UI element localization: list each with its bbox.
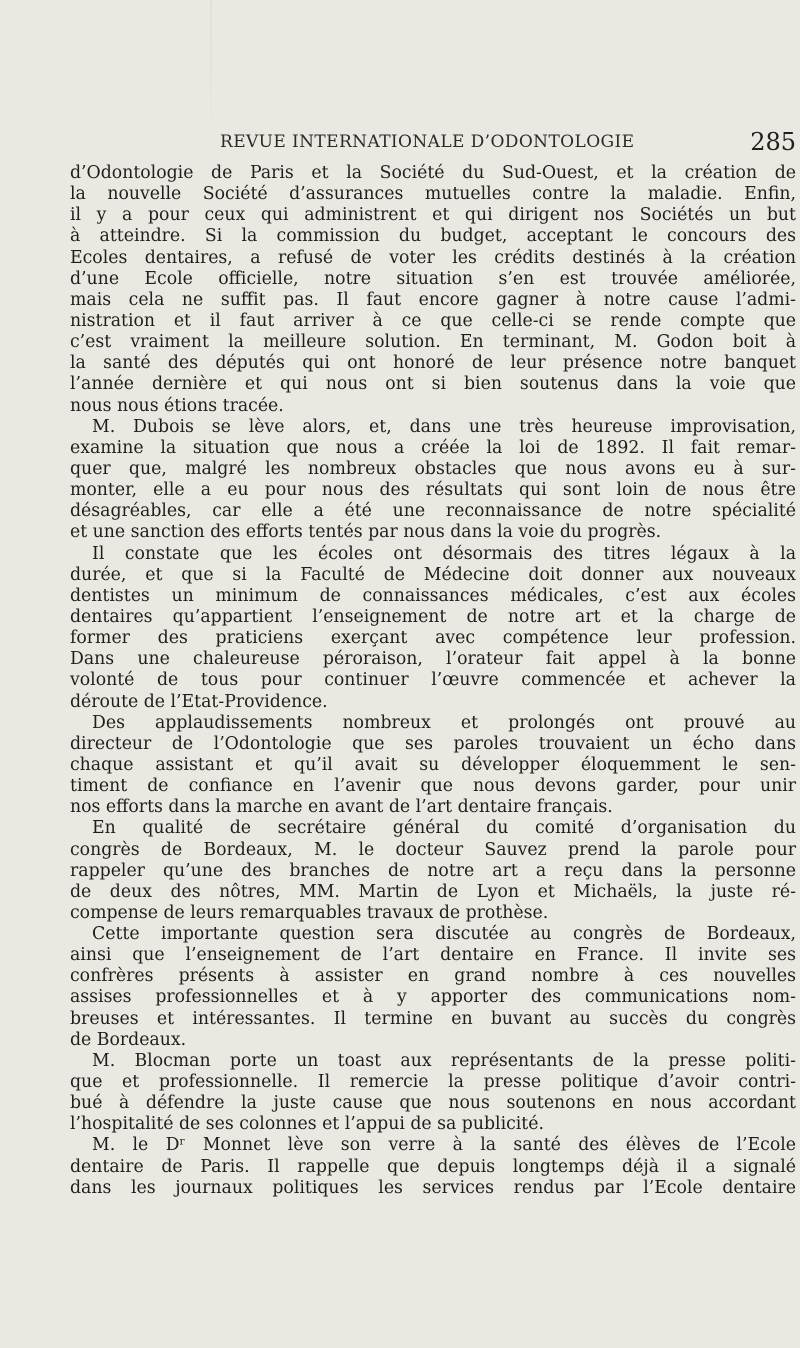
text-line: déroute de l’Etat-Providence. <box>70 691 328 712</box>
paragraph <box>70 818 796 924</box>
text-line: Cette importante question sera discutée au congrès de Bordeaux, <box>92 924 796 945</box>
text-line: directeur de l’Odontologie que ses paroles trouvaient un écho dans <box>70 733 796 754</box>
text-line: examine la situation que nous a créée la loi de 1892. Il fait remar- <box>70 437 796 458</box>
text-line: Des applaudissements nombreux et prolongés ont prouvé au <box>92 712 796 733</box>
text-line: durée, et que si la Faculté de Médecine doit donner aux nouveaux <box>70 564 796 585</box>
text-line: la nouvelle Société d’assurances mutuelles contre la maladie. Enfin, <box>70 184 796 205</box>
paragraph <box>70 713 796 819</box>
text-line: volonté de tous pour continuer l’œuvre commencée et achever la <box>70 670 796 691</box>
text-line: nous nous étions tracée. <box>70 395 284 416</box>
text-line: de Bordeaux. <box>70 1029 187 1050</box>
text-line: désagréables, car elle a été une reconnaissance de notre spécialité <box>70 501 796 522</box>
paragraph <box>70 1135 796 1198</box>
text-line: monter, elle a eu pour nous des résultats qui sont loin de nous être <box>70 480 796 501</box>
running-head: REVUE INTERNATIONALE D’ODONTOLOGIE <box>220 132 635 152</box>
text-line: d’Odontologie de Paris et la Société du Sud-Ouest, et la création de <box>70 163 796 183</box>
text-line: l’année dernière et qui nous ont si bien soutenus dans la voie que <box>70 374 796 395</box>
text-line: dentistes un minimum de connaissances médicales, c’est aux écoles <box>70 585 796 606</box>
text-line: bué à défendre la juste cause que nous soutenons en nous accordant <box>70 1093 796 1114</box>
text-line: nos efforts dans la marche en avant de l’art dentaire français. <box>70 797 613 818</box>
page-number: 285 <box>750 128 796 156</box>
text-line: former des praticiens exerçant avec compétence leur profession. <box>70 628 796 649</box>
text-line: En qualité de secrétaire général du comité d’organisation du <box>92 818 796 839</box>
text-line: chaque assistant et qu’il avait su développer éloquemment le sen- <box>70 754 796 775</box>
text-line: il y a pour ceux qui administrent et qui dirigent nos Sociétés un but <box>70 205 796 226</box>
text-line: dentaires qu’appartient l’enseignement de notre art et la charge de <box>70 606 796 627</box>
text-line: M. le Dʳ Monnet lève son verre à la santé des élèves de l’Ecole <box>92 1135 796 1156</box>
text-line: Ecoles dentaires, a refusé de voter les crédits destinés à la création <box>70 247 796 268</box>
text-line: Dans une chaleureuse péroraison, l’orateur fait appel à la bonne <box>70 649 796 670</box>
text-line: l’hospitalité de ses colonnes et l’appui de sa publicité. <box>70 1114 544 1135</box>
text-line: timent de confiance en l’avenir que nous devons garder, pour unir <box>70 776 796 797</box>
text-line: breuses et intéressantes. Il termine en buvant au succès du congrès <box>70 1008 796 1029</box>
paragraph <box>70 163 796 417</box>
text-line: mais cela ne suffit pas. Il faut encore gagner à notre cause l’admi- <box>70 289 796 310</box>
text-line: ainsi que l’enseignement de l’art dentaire en France. Il invite ses <box>70 945 796 966</box>
article-body <box>70 163 796 1199</box>
text-line: dans les journaux politiques les services rendus par l’Ecole dentaire <box>70 1177 796 1198</box>
text-line: d’une Ecole officielle, notre situation s’en est trouvée améliorée, <box>70 268 796 289</box>
text-line: congrès de Bordeaux, M. le docteur Sauvez prend la parole pour <box>70 839 796 860</box>
text-line: que et professionnelle. Il remercie la presse politique d’avoir contri- <box>70 1072 796 1093</box>
text-line: confrères présents à assister en grand nombre à ces nouvelles <box>70 966 796 987</box>
text-line: M. Dubois se lève alors, et, dans une très heureuse improvisation, <box>92 416 796 437</box>
text-line: quer que, malgré les nombreux obstacles que nous avons eu à sur- <box>70 458 796 479</box>
text-line: à atteindre. Si la commission du budget, acceptant le concours des <box>70 226 796 247</box>
text-line: la santé des députés qui ont honoré de leur présence notre banquet <box>70 353 796 374</box>
text-line: assises professionnelles et à y apporter des communications nom- <box>70 987 796 1008</box>
paragraph <box>70 417 796 544</box>
text-line: de deux des nôtres, MM. Martin de Lyon et Michaëls, la juste ré- <box>70 881 796 902</box>
text-line: nistration et il faut arriver à ce que celle-ci se rende compte que <box>70 310 796 331</box>
text-line: et une sanction des efforts tentés par nous dans la voie du progrès. <box>70 522 662 543</box>
text-line: compense de leurs remarquables travaux de prothèse. <box>70 902 549 923</box>
text-line: M. Blocman porte un toast aux représentants de la presse politi- <box>92 1050 796 1071</box>
text-line: dentaire de Paris. Il rappelle que depuis longtemps déjà il a signalé <box>70 1156 796 1177</box>
paragraph <box>70 1051 796 1136</box>
text-line: rappeler qu’une des branches de notre art a reçu dans la personne <box>70 860 796 881</box>
paragraph <box>70 924 796 1051</box>
text-line: Il constate que les écoles ont désormais des titres légaux à la <box>92 543 796 564</box>
text-line: c’est vraiment la meilleure solution. En terminant, M. Godon boit à <box>70 332 796 353</box>
page-header <box>70 128 796 158</box>
paragraph <box>70 544 796 713</box>
